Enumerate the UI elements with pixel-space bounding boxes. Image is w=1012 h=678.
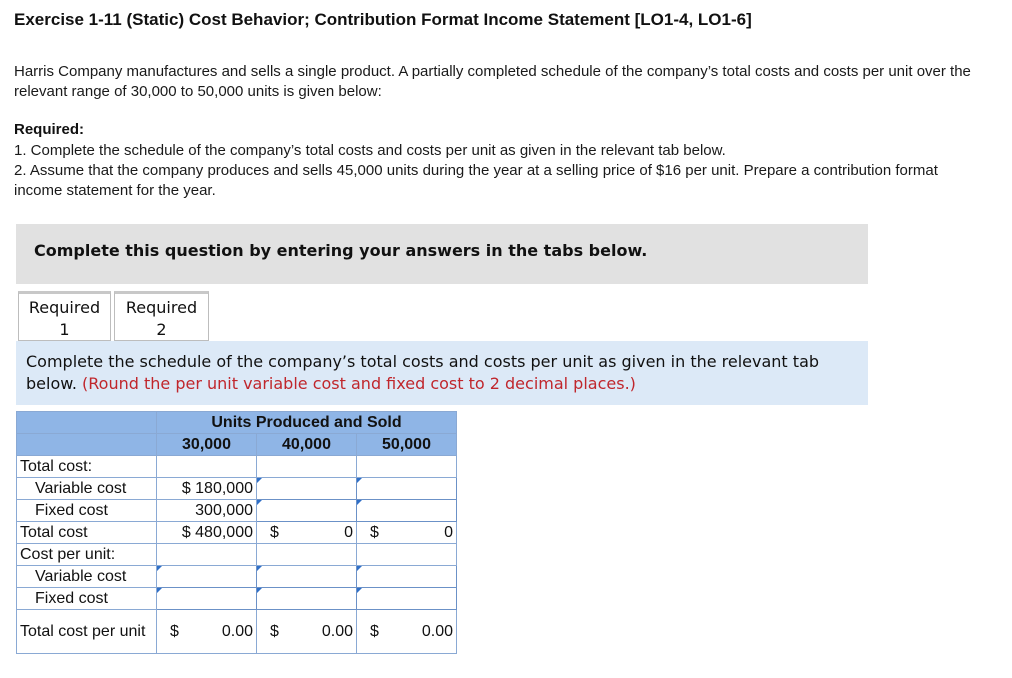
tab-required-2-line1: Required xyxy=(125,298,198,317)
required-heading: Required: xyxy=(14,121,85,138)
fixed-cost-30000: 300,000 xyxy=(157,500,257,522)
fixed-cost-50000-input[interactable] xyxy=(357,500,457,522)
total-cost-30000: $ 480,000 xyxy=(157,522,257,544)
pu-fixed-cost-50000-input[interactable] xyxy=(357,588,457,610)
col-40000: 40,000 xyxy=(257,434,357,456)
required-list xyxy=(14,141,974,201)
dollar-sign: $ xyxy=(170,622,179,640)
total-cost-50000-value: 0 xyxy=(444,523,453,541)
banner-text: Complete this question by entering your answers in the tabs below. xyxy=(34,241,648,260)
col-30000: 30,000 xyxy=(157,434,257,456)
pu-variable-cost-label: Variable cost xyxy=(17,566,157,588)
blank-cell xyxy=(257,544,357,566)
instruction-text: Complete the schedule of the company’s total costs and costs per unit as given in the relevant tab below. xyxy=(26,352,820,393)
units-header: Units Produced and Sold xyxy=(157,412,457,434)
cost-schedule-table xyxy=(16,411,457,654)
instructions-banner xyxy=(16,224,868,284)
variable-cost-30000: $ 180,000 xyxy=(157,478,257,500)
required-item-2: 2. Assume that the company produces and sells 45,000 units during the year at a selling price of $16 per unit. Prepare a contribution format income statement for the year. xyxy=(14,162,938,199)
variable-cost-label: Variable cost xyxy=(17,478,157,500)
tab-instructions xyxy=(16,341,868,405)
blank-cell xyxy=(357,544,457,566)
pu-fixed-cost-label: Fixed cost xyxy=(17,588,157,610)
variable-cost-50000-input[interactable] xyxy=(357,478,457,500)
pu-variable-cost-30000-input[interactable] xyxy=(157,566,257,588)
tcpu-30000-value: 0.00 xyxy=(221,622,253,640)
dollar-sign: $ xyxy=(270,523,279,541)
dollar-sign: $ xyxy=(370,523,379,541)
col-50000: 50,000 xyxy=(357,434,457,456)
blank-cell xyxy=(257,456,357,478)
blank-cell xyxy=(157,456,257,478)
total-cost-per-unit-label: Total cost per unit xyxy=(17,610,157,654)
pu-fixed-cost-30000-input[interactable] xyxy=(157,588,257,610)
total-cost-per-unit-50000 xyxy=(357,610,457,654)
tab-required-1[interactable] xyxy=(18,291,111,341)
total-cost-40000-value: 0 xyxy=(344,523,353,541)
blank-cell xyxy=(157,544,257,566)
total-cost-section-label: Total cost: xyxy=(17,456,157,478)
variable-cost-40000-input[interactable] xyxy=(257,478,357,500)
total-cost-50000 xyxy=(357,522,457,544)
dollar-sign: $ xyxy=(370,622,379,640)
total-cost-per-unit-40000 xyxy=(257,610,357,654)
header-blank xyxy=(17,412,157,434)
rounding-note: (Round the per unit variable cost and fixed cost to 2 decimal places.) xyxy=(82,374,636,393)
pu-fixed-cost-40000-input[interactable] xyxy=(257,588,357,610)
problem-intro: Harris Company manufactures and sells a single product. A partially completed schedule of the company’s total costs and costs per unit over the relevant range of 30,000 to 50,000 units is given below: xyxy=(14,63,971,100)
tab-required-1-line1: Required xyxy=(28,298,101,317)
blank-cell xyxy=(357,456,457,478)
tcpu-40000-value: 0.00 xyxy=(321,622,353,640)
fixed-cost-40000-input[interactable] xyxy=(257,500,357,522)
cost-per-unit-section-label: Cost per unit: xyxy=(17,544,157,566)
tab-required-1-line2: 1 xyxy=(59,320,70,339)
dollar-sign: $ xyxy=(270,622,279,640)
pu-variable-cost-50000-input[interactable] xyxy=(357,566,457,588)
total-cost-40000 xyxy=(257,522,357,544)
tcpu-50000-value: 0.00 xyxy=(421,622,453,640)
total-cost-label: Total cost xyxy=(17,522,157,544)
header-blank-2 xyxy=(17,434,157,456)
exercise-title: Exercise 1-11 (Static) Cost Behavior; Contribution Format Income Statement [LO1-4, LO1-6] xyxy=(14,10,752,29)
fixed-cost-label: Fixed cost xyxy=(17,500,157,522)
total-cost-per-unit-30000 xyxy=(157,610,257,654)
tab-required-2-line2: 2 xyxy=(156,320,167,339)
required-item-1: 1. Complete the schedule of the company’s total costs and costs per unit as given in the relevant tab below. xyxy=(14,142,726,159)
tab-required-2[interactable] xyxy=(114,291,209,341)
pu-variable-cost-40000-input[interactable] xyxy=(257,566,357,588)
